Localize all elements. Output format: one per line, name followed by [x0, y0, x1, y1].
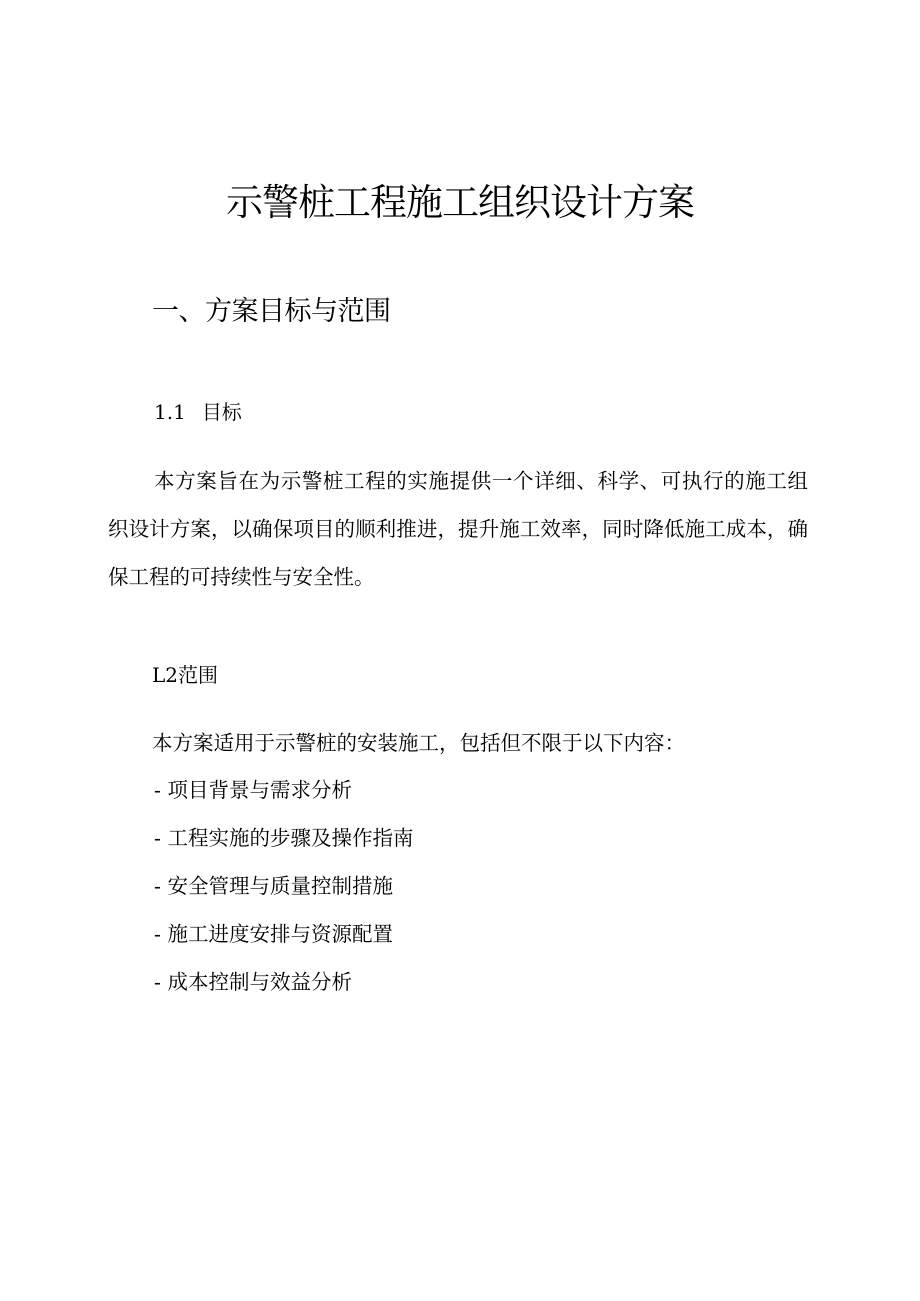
goal-paragraph: 本方案旨在为示警桩工程的实施提供一个详细、科学、可执行的施工组织设计方案，以确保项目的顺利推进，提升施工效率，同时降低施工成本，确保工程的可持续性与安全性。 — [108, 469, 808, 589]
scope-list — [154, 774, 413, 1014]
list-item: - 工程实施的步骤及操作指南 — [154, 826, 414, 850]
goal-subheading — [154, 397, 242, 427]
list-item: - 施工进度安排与资源配置 — [154, 922, 393, 946]
scope-subheading: L2范围 — [152, 663, 219, 687]
goal-number: 1.1 — [154, 400, 186, 424]
list-item: - 项目背景与需求分析 — [154, 778, 352, 802]
document-title: 示警桩工程施工组织设计方案 — [226, 181, 694, 224]
list-item: - 成本控制与效益分析 — [154, 970, 352, 994]
goal-label: 目标 — [201, 400, 242, 424]
scope-intro: 本方案适用于示警桩的安装施工，包括但不限于以下内容： — [152, 731, 685, 755]
section-heading: 一、方案目标与范围 — [152, 296, 391, 327]
list-item: - 安全管理与质量控制措施 — [154, 874, 393, 898]
